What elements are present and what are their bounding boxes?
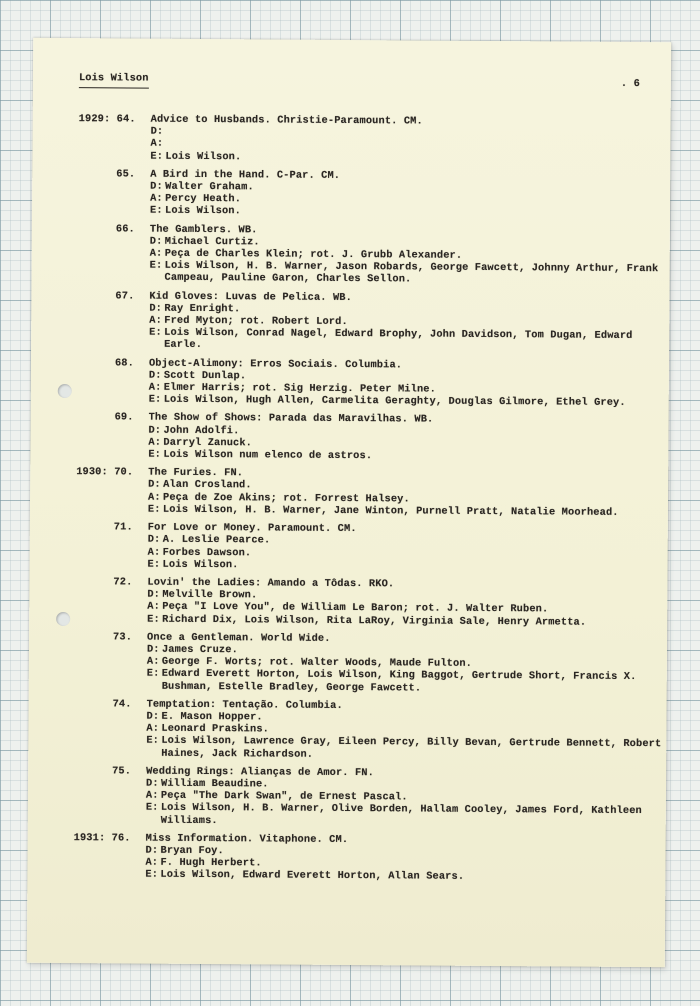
cast-line-text: Richard Dix, Lois Wilson, Rita LaRoy, Virginia Sale, Henry Armetta. bbox=[162, 613, 587, 629]
film-entry bbox=[74, 698, 664, 763]
entry-year bbox=[75, 631, 113, 692]
cast-line: E: Lois Wilson, Lawrence Gray, Eileen Percy, Billy Bevan, Gertrude Bennett, Robert Haines, Jack Richardson. bbox=[146, 735, 664, 763]
cast-line-text: Lois Wilson, H. B. Warner, Jason Robards, George Fawcett, Johnny Arthur, Frank Campeau, Pauline Garon, Charles Sellon. bbox=[164, 259, 659, 286]
punch-hole bbox=[56, 612, 70, 626]
entry-number: 72. bbox=[113, 576, 133, 589]
director-line: D: Bryan Foy. bbox=[146, 845, 664, 861]
author-line-text: Peça de Zoe Akins; rot. Forrest Halsey. bbox=[162, 491, 410, 506]
director-line-text: Walter Graham. bbox=[165, 180, 254, 194]
film-entry bbox=[76, 466, 666, 519]
director-line-text: Michael Curtiz. bbox=[164, 235, 260, 249]
film-title: The Show of Shows: Parada das Maravilhas. WB. bbox=[148, 412, 434, 427]
entry-year: 1929: bbox=[78, 113, 111, 126]
cast-line: E: Lois Wilson, H. B. Warner, Jason Robards, George Fawcett, Johnny Arthur, Frank Campeau, Pauline Garon, Charles Sellon. bbox=[150, 260, 668, 288]
author-line: A: Elmer Harris; rot. Sig Herzig. Peter Milne. bbox=[149, 382, 667, 398]
cast-line: E: Lois Wilson, H. B. Warner, Jane Winton, Purnell Pratt, Natalie Moorhead. bbox=[148, 503, 666, 519]
film-title: Advice to Husbands. Christie-Paramount. CM. bbox=[150, 113, 423, 128]
entry-year bbox=[74, 765, 112, 826]
film-title: Object-Alimony: Erros Sociais. Columbia. bbox=[148, 357, 403, 372]
entry-number: 66. bbox=[115, 222, 135, 236]
film-title: Temptation: Tentação. Columbia. bbox=[146, 698, 343, 712]
film-entry bbox=[77, 290, 667, 355]
film-title: Once a Gentleman. World Wide. bbox=[147, 631, 331, 645]
film-entry bbox=[76, 412, 666, 465]
director-line-text: Bryan Foy. bbox=[160, 844, 224, 858]
author-line: A: Leonard Praskins. bbox=[146, 723, 664, 739]
director-line: D: Michael Curtiz. bbox=[150, 235, 668, 251]
director-line-text: Scott Dunlap. bbox=[163, 369, 247, 383]
author-line-text: Elmer Harris; rot. Sig Herzig. Peter Milne. bbox=[163, 381, 436, 396]
cast-line: E: Lois Wilson num elenco de astros. bbox=[148, 449, 666, 465]
cast-line: E: Edward Everett Horton, Lois Wilson, King Baggot, Gertrude Short, Francis X. Bushman, Estelle Bradley, George Fawcett. bbox=[147, 668, 665, 696]
filmography-list bbox=[73, 113, 668, 891]
cast-line: E: Lois Wilson. bbox=[148, 558, 666, 574]
entry-year bbox=[77, 357, 115, 406]
cast-line-text: Lois Wilson, Conrad Nagel, Edward Brophy, John Davidson, Tom Dugan, Edward Earle. bbox=[164, 326, 633, 352]
cast-line: E: Richard Dix, Lois Wilson, Rita LaRoy, Virginia Sale, Henry Armetta. bbox=[147, 613, 665, 629]
film-entry bbox=[78, 168, 668, 221]
film-entry bbox=[76, 521, 666, 574]
cast-line: E: Lois Wilson. bbox=[150, 205, 668, 221]
director-line: D: John Adolfi. bbox=[148, 424, 666, 440]
film-entry bbox=[73, 832, 663, 885]
author-line-text: Fred Myton; rot. Robert Lord. bbox=[164, 314, 348, 329]
author-line-text: Peça de Charles Klein; rot. J. Grubb Alexander. bbox=[164, 247, 463, 262]
director-line: D: Walter Graham. bbox=[150, 181, 668, 197]
cast-line-text: Lois Wilson, Edward Everett Horton, Allan Sears. bbox=[160, 869, 465, 884]
director-line-text: A. Leslie Pearce. bbox=[162, 533, 271, 547]
header-name: Lois Wilson bbox=[79, 72, 149, 88]
entry-number: 67. bbox=[115, 290, 135, 303]
author-line-text: F. Hugh Herbert. bbox=[160, 856, 262, 870]
film-entry bbox=[78, 113, 668, 166]
entry-year bbox=[76, 412, 114, 461]
director-line: D: A. Leslie Pearce. bbox=[148, 534, 666, 550]
film-entry bbox=[75, 631, 665, 696]
author-line-text: Darryl Zanuck. bbox=[163, 436, 253, 450]
director-line-text: William Beaudine. bbox=[160, 777, 269, 791]
cast-line: E: Lois Wilson. bbox=[150, 150, 668, 166]
author-line: A: Forbes Dawson. bbox=[148, 546, 666, 562]
film-title: The Furies. FN. bbox=[148, 466, 244, 480]
film-title: For Love or Money. Paramount. CM. bbox=[147, 521, 357, 536]
director-line: D: bbox=[151, 126, 669, 142]
author-line-text: Peça "I Love You", de William Le Baron; rot. J. Walter Ruben. bbox=[162, 601, 549, 616]
director-line: D: Alan Crosland. bbox=[148, 479, 666, 495]
director-line: D: Ray Enright. bbox=[149, 302, 667, 318]
director-line-text: James Cruze. bbox=[161, 643, 238, 657]
typed-page bbox=[27, 38, 671, 967]
director-line: D: James Cruze. bbox=[147, 644, 665, 660]
cast-line: E: Lois Wilson, Conrad Nagel, Edward Brophy, John Davidson, Tom Dugan, Edward Earle. bbox=[149, 327, 667, 355]
film-entry bbox=[77, 357, 667, 410]
author-line: A: F. Hugh Herbert. bbox=[145, 857, 663, 873]
author-line-text: Leonard Praskins. bbox=[161, 722, 270, 736]
author-line: A: Fred Myton; rot. Robert Lord. bbox=[149, 315, 667, 331]
cast-line-text: Lois Wilson num elenco de astros. bbox=[163, 448, 373, 463]
entry-number: 73. bbox=[113, 631, 133, 644]
entry-number: 64. bbox=[116, 113, 136, 126]
author-line: A: Percy Heath. bbox=[150, 193, 668, 209]
entry-number: 74. bbox=[112, 698, 132, 711]
cast-line-text: Lois Wilson. bbox=[165, 150, 242, 163]
cast-line: E: Lois Wilson, Hugh Allen, Carmelita Geraghty, Douglas Gilmore, Ethel Grey. bbox=[149, 394, 667, 410]
cast-line-text: Lois Wilson, H. B. Warner, Jane Winton, Purnell Pratt, Natalie Moorhead. bbox=[162, 503, 619, 519]
cast-line-text: Lois Wilson, Hugh Allen, Carmelita Geraghty, Douglas Gilmore, Ethel Grey. bbox=[163, 393, 626, 410]
author-line: A: Peça de Zoe Akins; rot. Forrest Halsey. bbox=[148, 491, 666, 507]
film-title: The Gamblers. WB. bbox=[149, 223, 258, 236]
director-line: D: E. Mason Hopper. bbox=[146, 711, 664, 727]
cast-line-text: Lois Wilson. bbox=[162, 558, 239, 571]
entry-number: 68. bbox=[114, 357, 135, 370]
page-number: . 6 bbox=[620, 77, 640, 91]
author-line: A: George F. Worts; rot. Walter Woods, Maude Fulton. bbox=[147, 656, 665, 672]
director-line: D: Melville Brown. bbox=[147, 589, 665, 605]
punch-hole bbox=[58, 384, 72, 398]
director-line-text: John Adolfi. bbox=[163, 424, 240, 437]
entry-year bbox=[76, 521, 114, 570]
entry-year bbox=[75, 576, 113, 625]
entry-number: 71. bbox=[113, 521, 133, 534]
film-entry bbox=[75, 576, 665, 629]
author-line: A: Peça de Charles Klein; rot. J. Grubb Alexander. bbox=[150, 248, 668, 264]
entry-number: 70. bbox=[114, 466, 134, 479]
entry-number: 76. bbox=[111, 832, 131, 845]
entry-number: 65. bbox=[116, 168, 136, 181]
entry-year: 1930: bbox=[76, 466, 108, 479]
author-line: A: Darryl Zanuck. bbox=[148, 436, 666, 452]
director-line: D: Scott Dunlap. bbox=[149, 369, 667, 385]
author-line-text: George F. Worts; rot. Walter Woods, Maude Fulton. bbox=[161, 655, 473, 670]
entry-number: 69. bbox=[114, 411, 134, 424]
director-line-text: E. Mason Hopper. bbox=[161, 710, 263, 724]
film-entry bbox=[74, 765, 664, 830]
entry-year bbox=[78, 223, 116, 284]
author-line-text: Percy Heath. bbox=[165, 192, 242, 206]
film-entry bbox=[78, 223, 668, 288]
entry-year bbox=[77, 290, 115, 351]
author-line: A: Peça "I Love You", de William Le Baron; rot. J. Walter Ruben. bbox=[147, 601, 665, 617]
film-title: Kid Gloves: Luvas de Pelica. WB. bbox=[149, 290, 353, 304]
author-line: A: Peça "The Dark Swan", de Ernest Pascal. bbox=[146, 790, 664, 806]
cast-line-text: Lois Wilson. bbox=[164, 205, 242, 218]
director-line-text: Alan Crosland. bbox=[163, 479, 252, 492]
author-line-text: Forbes Dawson. bbox=[162, 546, 252, 559]
film-title: Wedding Rings: Alianças de Amor. FN. bbox=[146, 765, 375, 779]
author-line-text: Peça "The Dark Swan", de Ernest Pascal. bbox=[160, 789, 408, 804]
film-title: Lovin' the Ladies: Amando a Tôdas. RKO. bbox=[147, 576, 395, 591]
entry-year bbox=[78, 168, 116, 217]
cast-line-text: Edward Everett Horton, Lois Wilson, King Baggot, Gertrude Short, Francis X. Bushman, Estelle Bradley, George Fawcett. bbox=[161, 668, 637, 695]
author-line: A: bbox=[150, 138, 668, 154]
cast-line: E: Lois Wilson, H. B. Warner, Olive Borden, Hallam Cooley, James Ford, Kathleen Williams. bbox=[146, 802, 664, 830]
cast-line-text: Lois Wilson, Lawrence Gray, Eileen Percy, Billy Bevan, Gertrude Bennett, Robert Haines, Jack Richardson. bbox=[161, 735, 662, 761]
director-line: D: William Beaudine. bbox=[146, 778, 664, 794]
cast-line-text: Lois Wilson, H. B. Warner, Olive Borden, Hallam Cooley, James Ford, Kathleen Williams. bbox=[160, 802, 642, 827]
entry-year: 1931: bbox=[73, 831, 106, 845]
film-title: A Bird in the Hand. C-Par. CM. bbox=[150, 168, 341, 182]
entry-number: 75. bbox=[112, 765, 132, 778]
cast-line: E: Lois Wilson, Edward Everett Horton, Allan Sears. bbox=[145, 869, 663, 885]
director-line-text: Melville Brown. bbox=[162, 588, 258, 602]
director-line-text: Ray Enright. bbox=[164, 302, 241, 316]
film-title: Miss Information. Vitaphone. CM. bbox=[145, 832, 349, 846]
entry-year bbox=[74, 698, 112, 759]
